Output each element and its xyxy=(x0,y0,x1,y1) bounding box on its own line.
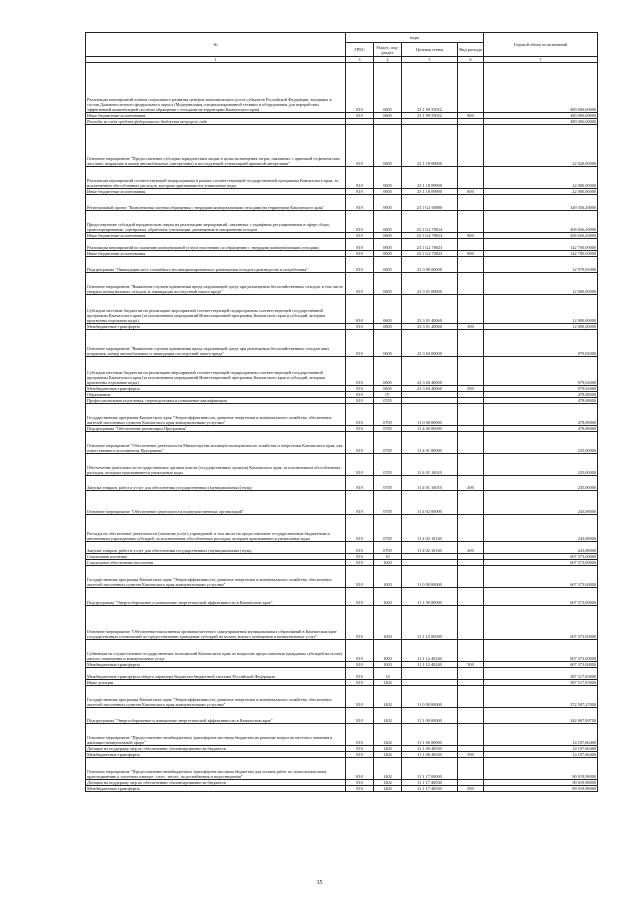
row-expense-type xyxy=(458,724,484,746)
row-grbs: 810 xyxy=(346,640,374,662)
row-amount: 142 700,00000 xyxy=(484,239,598,251)
row-name: Иные бюджетные ассигнования xyxy=(86,189,346,195)
row-grbs: 810 xyxy=(346,588,374,606)
table-row xyxy=(86,786,598,792)
table-row xyxy=(86,195,598,211)
row-grbs: 810 xyxy=(346,566,374,588)
row-amount: 235,00000 xyxy=(484,454,598,476)
header-idx-1: 1 xyxy=(86,57,346,63)
table-row xyxy=(86,606,598,640)
table-row xyxy=(86,257,598,273)
row-name: Дотации на поддержку мер по обеспечению сбалансированности бюджетов xyxy=(86,746,346,752)
row-razdel: 0605 xyxy=(374,295,402,324)
row-amount: 206 656,20000 xyxy=(484,211,598,233)
row-grbs: 810 xyxy=(346,515,374,542)
budget-sheet xyxy=(85,32,597,792)
row-name: Расходы за счет средств федерального бюджета текущего года xyxy=(86,119,346,125)
row-expense-type: 800 xyxy=(458,251,484,257)
row-grbs: 810 xyxy=(346,426,374,432)
row-target-article: 11 1 00 00000 xyxy=(402,708,458,724)
row-name: Реализация мероприятий планов социального развития центров экономического роста субъектов Российской Федерации, входящих в состав Дальневосточного федерального округа (Модернизация специализированной техники и оборудования для переработки эффективной компенсацией системы обращения с отходами на территории Камчатского края) xyxy=(86,63,346,113)
row-grbs: 810 xyxy=(346,724,374,746)
row-name: Подпрограмма "Энергосбережение и повышение энергетической эффективности в Камчатском крае" xyxy=(86,708,346,724)
header-grbs: ГРБС xyxy=(346,43,374,57)
row-name: Иные дотации xyxy=(86,680,346,686)
row-target-article: 23 1 09 55052 xyxy=(402,63,458,113)
row-amount: 478,08000 xyxy=(484,404,598,426)
row-grbs: 810 xyxy=(346,454,374,476)
header-num: № xyxy=(86,33,346,57)
row-amount: 979,02000 xyxy=(484,357,598,386)
row-grbs: 810 xyxy=(346,780,374,786)
row-grbs: 810 xyxy=(346,189,374,195)
row-expense-type xyxy=(458,606,484,640)
row-amount: 349 356,20000 xyxy=(484,195,598,211)
row-amount: 12 000,00000 xyxy=(484,273,598,295)
row-amount: 243,08000 xyxy=(484,491,598,515)
row-target-article: 11 4 02 10140 xyxy=(402,515,458,542)
row-target-article: 11 0 00 00000 xyxy=(402,404,458,426)
row-razdel: 1402 xyxy=(374,680,402,686)
row-expense-type xyxy=(458,515,484,542)
row-amount: 607 373,00000 xyxy=(484,566,598,588)
row-target-article: 23 1 G2 70014 xyxy=(402,233,458,239)
row-grbs: 810 xyxy=(346,668,374,680)
row-name: Социальная политика xyxy=(86,554,346,560)
row-name: Закупка товаров, работ и услуг для обеспечения государственных (муниципальных) нужд xyxy=(86,542,346,554)
row-grbs: 810 xyxy=(346,257,374,273)
row-razdel: 0705 xyxy=(374,542,402,554)
row-name: Расходы на обеспечение деятельности (оказание услуг) учреждений, в том числе на предоставление государственным бюджетным и автономным учреждениям субсидий, за исключением обособленных расходов, которым присваиваются уникальные коды xyxy=(86,515,346,542)
table-row xyxy=(86,686,598,708)
row-expense-type: 500 xyxy=(458,324,484,330)
row-razdel: 0705 xyxy=(374,404,402,426)
row-razdel: 0705 xyxy=(374,476,402,491)
row-razdel: 0605 xyxy=(374,211,402,233)
row-grbs: 810 xyxy=(346,398,374,404)
row-amount: 12 979,02000 xyxy=(484,257,598,273)
row-razdel: 1003 xyxy=(374,640,402,662)
row-expense-type: 500 xyxy=(458,662,484,668)
row-expense-type xyxy=(458,125,484,167)
row-razdel: 1003 xyxy=(374,662,402,668)
row-amount: 243,08000 xyxy=(484,515,598,542)
row-name: Подпрограмма "Энергосбережение и повышение энергетической эффективности в Камчатском крае" xyxy=(86,588,346,606)
row-razdel: 1003 xyxy=(374,560,402,566)
table-row xyxy=(86,273,598,295)
row-name: Государственная программа Камчатского края "Энергоэффективность, развитие энергетики и коммунального хозяйства, обеспечение жителей населенных пунктов Камчатского края коммунальными услугами" xyxy=(86,566,346,588)
row-grbs: 810 xyxy=(346,211,374,233)
row-target-article: 23 3 04 40060 xyxy=(402,386,458,392)
row-amount: 142 700,00000 xyxy=(484,251,598,257)
row-expense-type xyxy=(458,668,484,680)
row-razdel: 1402 xyxy=(374,752,402,758)
row-target-article: 11 1 06 40030 xyxy=(402,752,458,758)
row-name: Основное мероприятие "Обеспечение деятельности подведомственных организаций" xyxy=(86,491,346,515)
table-row xyxy=(86,668,598,680)
row-amount: 480 000,00000 xyxy=(484,63,598,113)
table-row xyxy=(86,295,598,324)
row-target-article: 11 4 00 00000 xyxy=(402,426,458,432)
row-amount: 22 020,00000 xyxy=(484,125,598,167)
row-name: Профессиональная подготовка, переподготовка и повышение квалификации xyxy=(86,398,346,404)
table-row xyxy=(86,724,598,746)
row-target-article: 11 1 06 00000 xyxy=(402,724,458,746)
table-row xyxy=(86,211,598,233)
row-razdel: 10 xyxy=(374,554,402,560)
row-amount: 478,08000 xyxy=(484,426,598,432)
row-target-article: 23 3 04 00000 xyxy=(402,330,458,357)
row-razdel: 0605 xyxy=(374,324,402,330)
row-amount: 206 656,20000 xyxy=(484,233,598,239)
table-row xyxy=(86,542,598,554)
row-target-article: 11 4 01 10010 xyxy=(402,454,458,476)
row-grbs: 810 xyxy=(346,758,374,780)
budget-table xyxy=(85,32,598,792)
row-razdel: 1402 xyxy=(374,708,402,724)
row-grbs: 810 xyxy=(346,746,374,752)
row-grbs: 810 xyxy=(346,295,374,324)
table-row xyxy=(86,566,598,588)
table-row xyxy=(86,515,598,542)
row-grbs: 810 xyxy=(346,233,374,239)
row-razdel: 1402 xyxy=(374,780,402,786)
row-razdel: 14 xyxy=(374,668,402,680)
row-amount: 372 587,27000 xyxy=(484,686,598,708)
row-grbs: 810 xyxy=(346,708,374,724)
row-name: Образование xyxy=(86,392,346,398)
row-amount: 607 373,00000 xyxy=(484,588,598,606)
row-grbs: 810 xyxy=(346,491,374,515)
row-amount: 607 373,00000 xyxy=(484,662,598,668)
row-expense-type xyxy=(458,239,484,251)
row-target-article: 23 3 00 00000 xyxy=(402,257,458,273)
row-amount: 607 373,00000 xyxy=(484,560,598,566)
row-target-article: 11 0 00 00000 xyxy=(402,566,458,588)
row-expense-type xyxy=(458,330,484,357)
row-amount: 480 000,00000 xyxy=(484,113,598,119)
row-grbs: 810 xyxy=(346,330,374,357)
row-name: Подпрограмма "Обеспечение реализации Программы" xyxy=(86,426,346,432)
row-target-article: 23 1 G2 70023 xyxy=(402,239,458,251)
row-amount: 14 107,66400 xyxy=(484,752,598,758)
row-razdel: 0605 xyxy=(374,257,402,273)
row-razdel: 0605 xyxy=(374,189,402,195)
table-row xyxy=(86,357,598,386)
row-razdel: 0605 xyxy=(374,251,402,257)
row-name: Межбюджетные трансферты общего характера бюджетам бюджетной системы Российской Федерации xyxy=(86,668,346,680)
row-target-article: 11 1 12 00000 xyxy=(402,606,458,640)
row-target-article: 23 1 G2 70014 xyxy=(402,211,458,233)
row-grbs: 810 xyxy=(346,273,374,295)
row-name: Иные бюджетные ассигнования xyxy=(86,113,346,119)
row-expense-type: 800 xyxy=(458,233,484,239)
row-grbs: 810 xyxy=(346,752,374,758)
row-grbs: 810 xyxy=(346,662,374,668)
row-razdel: 0705 xyxy=(374,515,402,542)
row-grbs: 810 xyxy=(346,239,374,251)
row-razdel: 0705 xyxy=(374,454,402,476)
row-amount: 979,02000 xyxy=(484,330,598,357)
row-razdel: 0605 xyxy=(374,167,402,189)
row-amount: 478,08000 xyxy=(484,398,598,404)
row-grbs: 810 xyxy=(346,357,374,386)
row-razdel: 0605 xyxy=(374,273,402,295)
row-razdel: 07 xyxy=(374,392,402,398)
table-row xyxy=(86,758,598,780)
row-razdel: 1402 xyxy=(374,746,402,752)
row-grbs: 810 xyxy=(346,606,374,640)
row-name: Дотации на поддержку мер по обеспечению сбалансированности бюджетов xyxy=(86,780,346,786)
row-target-article: 23 3 01 40060 xyxy=(402,295,458,324)
row-amount: 22 000,00000 xyxy=(484,189,598,195)
table-row xyxy=(86,239,598,251)
row-target-article: 23 1 18 09990 xyxy=(402,189,458,195)
row-grbs: 810 xyxy=(346,386,374,392)
header-idx-7: 7 xyxy=(484,57,598,63)
row-expense-type xyxy=(458,357,484,386)
row-razdel: 0705 xyxy=(374,491,402,515)
row-razdel: 1003 xyxy=(374,566,402,588)
row-razdel: 0705 xyxy=(374,432,402,454)
page-number: 35 xyxy=(316,880,323,886)
table-row xyxy=(86,63,598,113)
row-target-article: 23 3 01 40060 xyxy=(402,324,458,330)
row-amount: 235,00000 xyxy=(484,432,598,454)
row-expense-type xyxy=(458,63,484,113)
row-name: Межбюджетные трансферты xyxy=(86,662,346,668)
row-amount: 22 000,00000 xyxy=(484,167,598,189)
row-target-article: 23 1 G2 00000 xyxy=(402,195,458,211)
row-amount: 342 067,90700 xyxy=(484,708,598,724)
table-row xyxy=(86,432,598,454)
row-name: Основное мероприятие "Выявление случаев причинения вреда окружающей среде при размещении бесхозяйственных отходов шин, покрышек, камер автомобильных и ликвидация последствий такого вреда" xyxy=(86,330,346,357)
row-expense-type xyxy=(458,195,484,211)
row-expense-type: 500 xyxy=(458,752,484,758)
row-razdel: 1402 xyxy=(374,724,402,746)
row-grbs: 810 xyxy=(346,476,374,491)
row-expense-type xyxy=(458,295,484,324)
row-expense-type: 500 xyxy=(458,386,484,392)
row-name: Обеспечение деятельности государственных органов власти (государственных органов) Камчатского края, за исключением обособленных расходов, которым присваиваются уникальные коды xyxy=(86,454,346,476)
row-name: Реализация мероприятий соответствующей подпрограммы в рамках соответствующей государственной программы Камчатского края, за исключением обособленных расходов, которым присваиваются уникальные коды xyxy=(86,167,346,189)
table-row xyxy=(86,454,598,476)
row-name: Региональный проект "Комплексная система обращения с твердыми коммунальными отходами на территории Камчатского края" xyxy=(86,195,346,211)
table-row xyxy=(86,330,598,357)
row-razdel: 0605 xyxy=(374,63,402,113)
header-razdel: Раздел, под-раздел xyxy=(374,43,402,57)
row-grbs: 810 xyxy=(346,404,374,426)
row-target-article: 11 4 01 00000 xyxy=(402,432,458,454)
row-razdel: 0605 xyxy=(374,357,402,386)
row-target-article: 23 1 18 00000 xyxy=(402,125,458,167)
row-expense-type xyxy=(458,640,484,662)
row-name: Основное мероприятие "Обеспечение деятельности Министерства жилищно-коммунального хозяйства и энергетики Камчатского края, как ответственного исполнителя Программы" xyxy=(86,432,346,454)
row-razdel: 0605 xyxy=(374,330,402,357)
row-grbs: 810 xyxy=(346,392,374,398)
table-row xyxy=(86,167,598,189)
row-expense-type xyxy=(458,167,484,189)
row-target-article: 11 1 17 40030 xyxy=(402,780,458,786)
row-razdel: 1402 xyxy=(374,786,402,792)
row-amount: 90 019,98000 xyxy=(484,780,598,786)
row-razdel: 0605 xyxy=(374,125,402,167)
row-razdel: 0605 xyxy=(374,233,402,239)
row-expense-type: 200 xyxy=(458,542,484,554)
row-grbs: 810 xyxy=(346,554,374,560)
row-amount: 607 373,00000 xyxy=(484,554,598,560)
row-target-article: 11 4 01 10010 xyxy=(402,476,458,491)
row-grbs: 810 xyxy=(346,251,374,257)
row-grbs: 810 xyxy=(346,686,374,708)
row-name: Субвенции на осуществление государственных полномочий Камчатского края по вопросам предоставления гражданам субсидий на оплату жилого помещения и коммунальных услуг xyxy=(86,640,346,662)
row-target-article: 23 1 G2 70023 xyxy=(402,251,458,257)
row-expense-type xyxy=(458,273,484,295)
row-target-article: 11 1 12 40240 xyxy=(402,662,458,668)
row-expense-type xyxy=(458,454,484,476)
row-amount: 480 000,00000 xyxy=(484,119,598,125)
row-razdel: 0605 xyxy=(374,195,402,211)
row-expense-type: 500 xyxy=(458,786,484,792)
row-amount: 90 019,98000 xyxy=(484,758,598,780)
row-expense-type: 200 xyxy=(458,476,484,491)
row-amount: 12 000,00000 xyxy=(484,295,598,324)
row-razdel: 0705 xyxy=(374,398,402,404)
row-name: Реализация мероприятий по оказанию коммунальной услуги населению по обращению с твердыми коммунальными отходами xyxy=(86,239,346,251)
row-target-article: 11 1 17 00000 xyxy=(402,758,458,780)
header-idx-6: 6 xyxy=(458,57,484,63)
row-grbs: 810 xyxy=(346,113,374,119)
row-target-article: 11 1 06 40030 xyxy=(402,746,458,752)
row-razdel: 1402 xyxy=(374,758,402,780)
row-name: Социальное обеспечение населения xyxy=(86,560,346,566)
row-target-article: 11 1 00 00000 xyxy=(402,588,458,606)
row-grbs: 810 xyxy=(346,560,374,566)
row-name: Закупка товаров, работ и услуг для обеспечения государственных (муниципальных) нужд xyxy=(86,476,346,491)
row-target-article: 11 4 02 00000 xyxy=(402,491,458,515)
table-row xyxy=(86,125,598,167)
row-name: Предоставление субсидий юридическим лицам на реализацию мероприятий, связанных с тарифным регулированием в сфере сбора, транспортирования, сортировки, обработки, утилизации, размещения и захоронения отходов xyxy=(86,211,346,233)
row-grbs: 810 xyxy=(346,432,374,454)
table-row xyxy=(86,640,598,662)
table-row xyxy=(86,404,598,426)
row-name: Основное мероприятие "Предоставление субсидии юридическим лицам в целях возмещения затрат, связанных с приемкой от физических лиц шин, покрышек и камер автомобильных (авторезины) и последующей утилизацией принятой авторезины" xyxy=(86,125,346,167)
row-name: Межбюджетные трансферты xyxy=(86,786,346,792)
row-grbs: 810 xyxy=(346,63,374,113)
row-name: Межбюджетные трансферты xyxy=(86,386,346,392)
table-body xyxy=(86,63,598,792)
row-grbs: 810 xyxy=(346,167,374,189)
row-name: Основное мероприятие "Предоставление межбюджетных трансфертов местным бюджетам для оплаты работ по технологическому присоединению к системам электро-, газо-, тепло-, водоснабжения и водоотведения" xyxy=(86,758,346,780)
row-expense-type xyxy=(458,432,484,454)
row-expense-type xyxy=(458,686,484,708)
row-name: Подпрограмма "Ликвидация мест стихийного несанкционированного размещения отходов производства и потребления" xyxy=(86,257,346,273)
header-idx-5: 5 xyxy=(402,57,458,63)
row-target-article: 11 0 00 00000 xyxy=(402,686,458,708)
row-expense-type: 800 xyxy=(458,189,484,195)
row-amount: 14 107,66400 xyxy=(484,724,598,746)
row-grbs: 810 xyxy=(346,680,374,686)
row-amount: 12 000,00000 xyxy=(484,324,598,330)
row-target-article xyxy=(402,668,458,680)
row-expense-type xyxy=(458,404,484,426)
table-row xyxy=(86,708,598,724)
row-amount: 979,02000 xyxy=(484,386,598,392)
row-expense-type xyxy=(458,257,484,273)
row-expense-type xyxy=(458,708,484,724)
header-cs: Целевая статья xyxy=(402,43,458,57)
row-amount: 14 107,66400 xyxy=(484,746,598,752)
row-target-article: 11 4 02 10140 xyxy=(402,542,458,554)
row-name: Государственная программа Камчатского края "Энергоэффективность, развитие энергетики и коммунального хозяйства, обеспечение жителей населенных пунктов Камчатского края коммунальными услугами" xyxy=(86,404,346,426)
row-razdel: 0605 xyxy=(374,113,402,119)
row-name: Иные бюджетные ассигнования xyxy=(86,251,346,257)
row-razdel: 1003 xyxy=(374,606,402,640)
row-grbs: 810 xyxy=(346,786,374,792)
header-idx-4: 4 xyxy=(374,57,402,63)
row-target-article: 23 3 04 40060 xyxy=(402,357,458,386)
row-name: Субсидии местным бюджетам на реализацию мероприятий соответствующей подпрограммы соответствующей государственной программы Камчатского края (за исключением мероприятий Инвестиционной программы Камчатского края и субсидий, которым присвоены отдельные коды) xyxy=(86,295,346,324)
row-expense-type: 800 xyxy=(458,113,484,119)
header-codes: коды xyxy=(346,33,484,43)
row-razdel: 1402 xyxy=(374,686,402,708)
row-expense-type xyxy=(458,566,484,588)
row-target-article: 23 3 01 00000 xyxy=(402,273,458,295)
row-amount: 387 517,83000 xyxy=(484,680,598,686)
row-razdel: 0705 xyxy=(374,426,402,432)
row-razdel: 0605 xyxy=(374,239,402,251)
row-target-article: 23 1 09 55052 xyxy=(402,113,458,119)
row-expense-type xyxy=(458,588,484,606)
row-amount: 607 373,00000 xyxy=(484,640,598,662)
row-amount: 90 019,98000 xyxy=(484,786,598,792)
row-name: Государственная программа Камчатского края "Энергоэффективность, развитие энергетики и коммунального хозяйства, обеспечение жителей населенных пунктов Камчатского края коммунальными услугами" xyxy=(86,686,346,708)
row-grbs: 810 xyxy=(346,125,374,167)
table-row xyxy=(86,588,598,606)
row-amount: 235,00000 xyxy=(484,476,598,491)
row-amount: 607 373,00000 xyxy=(484,606,598,640)
row-amount: 478,08000 xyxy=(484,392,598,398)
row-grbs: 810 xyxy=(346,195,374,211)
row-name: Основное мероприятие "Выявление случаев причинения вреда окружающей среде при размещении бесхозяйственных отходов, в том числе твердых коммунальных отходов, и ликвидация последствий такого вреда" xyxy=(86,273,346,295)
header-sum: Годовой объем ассигнований xyxy=(484,33,598,57)
header-idx-3: 3 xyxy=(346,57,374,63)
row-name: Субсидии местным бюджетам на реализацию мероприятий соответствующей подпрограммы соответствующей государственной программы Камчатского края (за исключением мероприятий Инвестиционной программы Камчатского края и субсидий, которым присвоены отдельные коды) xyxy=(86,357,346,386)
row-grbs: 810 xyxy=(346,324,374,330)
row-razdel: 1003 xyxy=(374,588,402,606)
row-amount: 387 517,83000 xyxy=(484,668,598,680)
table-row xyxy=(86,491,598,515)
row-grbs: 810 xyxy=(346,542,374,554)
row-name: Основное мероприятие "Обеспечение выполнения органами местного самоуправления муниципальных образований в Камчатском крае государственных полномочий по предоставлению гражданам субсидий на оплату жилого помещения и коммунальных услуг" xyxy=(86,606,346,640)
row-target-article: 23 1 18 09990 xyxy=(402,167,458,189)
row-target-article: 11 1 17 40030 xyxy=(402,786,458,792)
table-row xyxy=(86,476,598,491)
row-name: Межбюджетные трансферты xyxy=(86,752,346,758)
row-name: Иные бюджетные ассигнования xyxy=(86,233,346,239)
row-expense-type xyxy=(458,211,484,233)
row-razdel: 0605 xyxy=(374,386,402,392)
header-vr: Вид расхода xyxy=(458,43,484,57)
row-target-article: 11 1 12 40240 xyxy=(402,640,458,662)
row-expense-type xyxy=(458,758,484,780)
row-amount: 243,08000 xyxy=(484,542,598,554)
row-name: Основное мероприятие "Предоставление межбюджетных трансфертов местным бюджетам на решение вопросов местного значения в жилищно-коммунальной сфере" xyxy=(86,724,346,746)
row-name: Межбюджетные трансферты xyxy=(86,324,346,330)
row-expense-type xyxy=(458,491,484,515)
